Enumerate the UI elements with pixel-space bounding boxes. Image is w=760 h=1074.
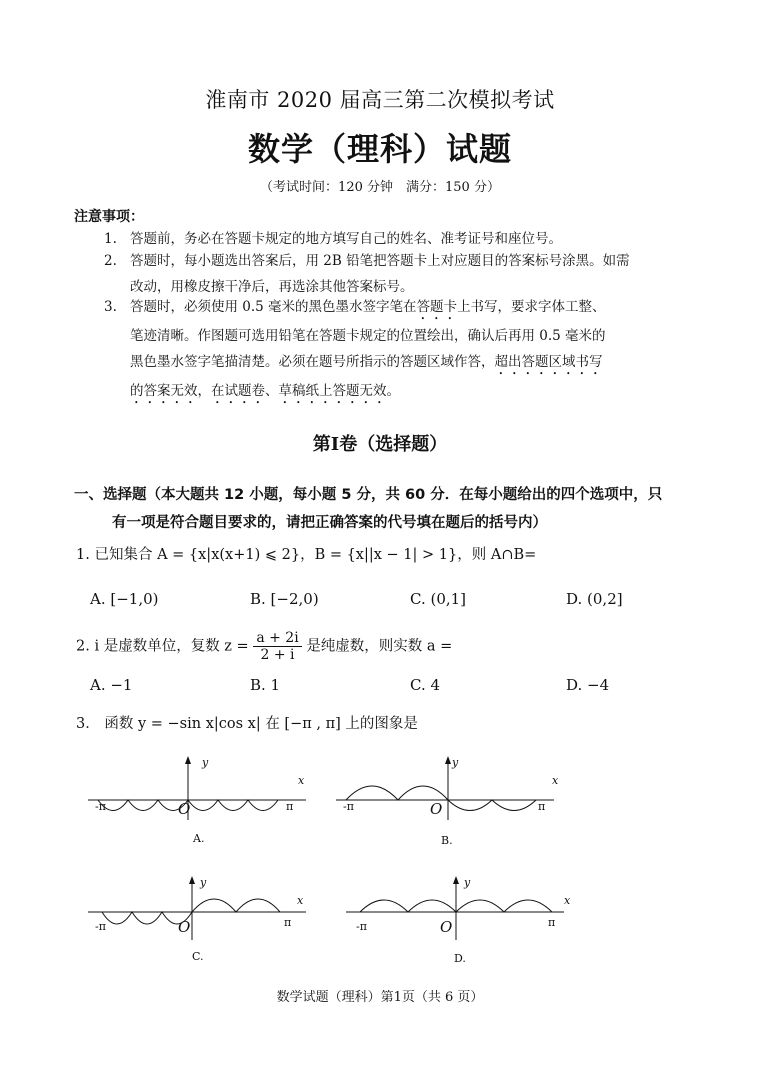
graph-c xyxy=(88,876,310,942)
graph-label: A. xyxy=(193,832,205,845)
emphasis-text: 在试题卷、草稿纸上答题无效 xyxy=(211,383,387,399)
pi-label: π xyxy=(284,916,292,929)
notice-text: 答题时，每小题选出答案后，用 2B 铅笔把答题卡上对应题目的答案标号涂黑。如需 xyxy=(130,253,630,269)
question-number: 2. xyxy=(76,638,90,655)
x-axis-label: x xyxy=(297,894,304,907)
pi-label: π xyxy=(548,916,556,929)
notice-text: ， xyxy=(197,383,211,399)
part-line: 有一项是符合题目要求的，请把正确答案的代号填在题后的括号内） xyxy=(112,515,547,531)
notice-text: 改动，用橡皮擦干净后，再选涂其他答案标号。 xyxy=(130,279,414,295)
origin-label: O xyxy=(440,918,453,936)
neg-pi-label: -π xyxy=(95,920,106,933)
notice-text: 上书写，要求字体工整、 xyxy=(457,299,606,315)
pi-label: π xyxy=(286,800,294,813)
x-axis-label: x xyxy=(564,894,571,907)
question-2 xyxy=(76,630,452,663)
option-c: C. (0,1] xyxy=(410,590,467,608)
notice-text: 答题时，必须使用 0.5 毫米的黑色墨水签字笔在 xyxy=(130,299,417,315)
option-b: B. 1 xyxy=(250,676,281,694)
notice-text-line xyxy=(104,349,684,378)
option-a: A. −1 xyxy=(90,676,133,694)
question-number: 1. xyxy=(76,547,90,563)
notice-item xyxy=(104,294,684,407)
page-footer: 数学试题（理科）第1页（共 6 页） xyxy=(276,990,484,1005)
option-d: D. (0,2] xyxy=(566,590,623,608)
question-3 xyxy=(76,712,418,733)
question-text: i 是虚数单位，复数 z = xyxy=(94,638,249,655)
paper-title: 数学（理科）试题 xyxy=(247,130,512,168)
notice-text-line xyxy=(104,294,684,323)
question-text: ，则 A∩B= xyxy=(457,547,537,563)
notice-text: 。 xyxy=(386,383,400,399)
notice-text: 笔迹清晰。作图题可选用铅笔在答题卡规定的位置绘出，确认后再用 0.5 毫米的 xyxy=(130,328,606,344)
y-axis-label: y xyxy=(200,876,207,889)
y-axis-label: y xyxy=(464,876,471,889)
graph-d xyxy=(346,876,571,942)
notice-number: 3. xyxy=(104,299,117,315)
graph-label: D. xyxy=(454,952,466,965)
graph-a xyxy=(88,756,310,822)
x-axis-label: x xyxy=(298,774,305,787)
graph-label: C. xyxy=(192,950,204,963)
option-c: C. 4 xyxy=(410,676,441,694)
option-b: B. [−2,0) xyxy=(250,590,319,608)
fraction-denominator: 2 + i xyxy=(260,647,295,663)
y-axis-label: y xyxy=(202,756,209,769)
pi-label: π xyxy=(538,800,546,813)
y-axis-label: y xyxy=(452,756,459,769)
question-text: 函数 y = −sin x|cos x| 在 [−π , π] 上的图象是 xyxy=(104,716,418,732)
option-d: D. −4 xyxy=(566,676,610,694)
neg-pi-label: -π xyxy=(95,800,106,813)
question-text: 是纯虚数，则实数 a = xyxy=(306,638,453,655)
notice-text-line xyxy=(104,378,684,407)
notice-number: 2. xyxy=(104,253,117,269)
notice-text: 答题前，务必在答题卡规定的地方填写自己的姓名、准考证号和座位号。 xyxy=(130,231,562,247)
section-title: 第Ⅰ卷（选择题） xyxy=(312,434,448,455)
emphasis-text: 超出答题区域书写 xyxy=(494,354,603,370)
emphasis-text: 的答案无效 xyxy=(130,383,198,399)
neg-pi-label: -π xyxy=(356,920,367,933)
graph-label: B. xyxy=(441,834,453,847)
origin-label: O xyxy=(178,918,191,936)
exam-name: 淮南市 2020 届高三第二次模拟考试 xyxy=(205,88,555,112)
neg-pi-label: -π xyxy=(343,800,354,813)
question-text: ， xyxy=(300,547,315,563)
notice-text: 黑色墨水签字笔描清楚。必须在题号所指示的答题区域作答， xyxy=(130,354,495,370)
question-number: 3． xyxy=(76,716,100,732)
part-line: 一、选择题（本大题共 12 小题，每小题 5 分，共 60 分．在每小题给出的四个选项中，只 xyxy=(74,487,663,503)
question-text: 已知集合 xyxy=(94,547,153,563)
x-axis-label: x xyxy=(552,774,559,787)
fraction xyxy=(253,630,301,663)
origin-label: O xyxy=(430,800,443,818)
graph-b xyxy=(336,756,558,822)
origin-label: O xyxy=(178,800,191,818)
fraction-numerator: a + 2i xyxy=(253,630,301,647)
set-a: A = {x|x(x+1) ⩽ 2} xyxy=(157,547,301,563)
notice-title: 注意事项： xyxy=(74,209,144,225)
set-b: B = {x||x − 1| > 1} xyxy=(314,547,458,563)
notice-number: 1. xyxy=(104,231,117,247)
question-1 xyxy=(76,543,536,564)
emphasis-text: 答题卡 xyxy=(416,299,458,315)
option-a: A. [−1,0) xyxy=(90,590,159,608)
exam-info: （考试时间：120 分钟 满分：150 分） xyxy=(260,180,500,195)
part-instructions xyxy=(74,481,694,537)
notice-item xyxy=(104,248,684,300)
